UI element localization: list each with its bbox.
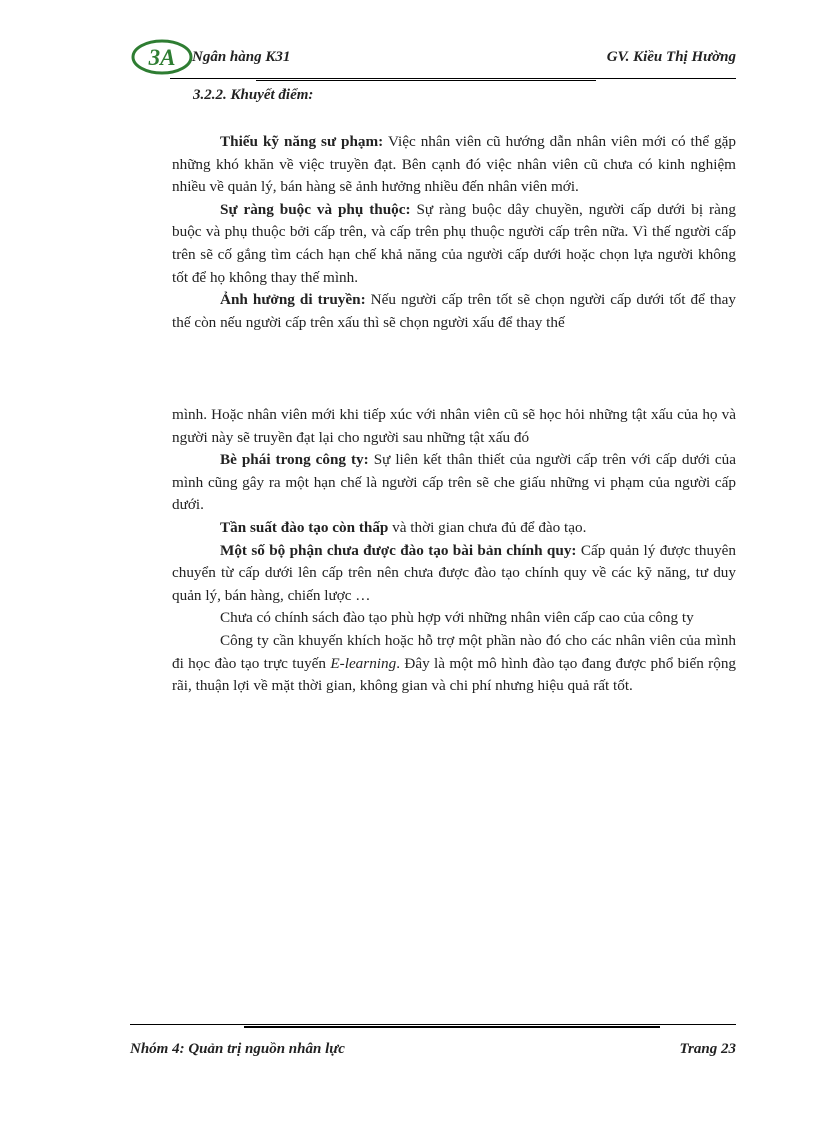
paragraph-elearning (172, 630, 736, 698)
footer-divider-thick (244, 1026, 660, 1028)
paragraph-frequency-text: và thời gian chưa đủ để đào tạo. (388, 518, 587, 536)
paragraph-dependence (172, 199, 736, 289)
paragraph-heredity-title: Ảnh hưởng di truyền: (220, 291, 366, 309)
paragraph-departments-text: Cấp quản lý được thuyên chuyển từ cấp dưới lên cấp trên nên chưa được đào tạo chính quy về các kỹ năng, tư duy quản lý, bán hàng, chiến lược … (172, 541, 737, 604)
elearning-term: E-learning (330, 654, 397, 672)
section-heading: 3.2.2. Khuyết điểm: (193, 87, 314, 103)
footer-group: Nhóm 4: Quản trị nguồn nhân lực (130, 1041, 345, 1057)
elearning-before: Công ty cần khuyến khích hoặc hỗ trợ một phần nào đó cho các nhân viên của mình đi học đào tạo trực tuyến (172, 631, 736, 672)
footer-divider (130, 1024, 736, 1025)
paragraph-dependence-title: Sự ràng buộc và phụ thuộc: (220, 200, 411, 218)
paragraph-frequency (172, 517, 736, 540)
paragraph-policy-text: Chưa có chính sách đào tạo phù hợp với những nhân viên cấp cao của công ty (220, 609, 694, 627)
paragraph-frequency-title: Tần suất đào tạo còn thấp (220, 518, 389, 536)
paragraph-skills (172, 131, 736, 199)
header-course: Ngân hàng K31 (192, 49, 291, 65)
company-logo (131, 38, 193, 76)
header-teacher: GV. Kiều Thị Hường (606, 49, 736, 65)
paragraph-factions-title: Bè phái trong công ty: (220, 451, 369, 469)
paragraph-factions (172, 449, 736, 517)
paragraph-departments (172, 540, 736, 608)
header-divider (170, 78, 736, 79)
paragraph-departments-title: Một số bộ phận chưa được đào tạo bài bản chính quy: (220, 541, 577, 559)
paragraph-skills-title: Thiếu kỹ năng sư phạm: (220, 133, 384, 150)
paragraph-continuation: mình. Hoặc nhân viên mới khi tiếp xúc với nhân viên cũ sẽ học hỏi những tật xấu của họ và người này sẽ truyền đạt lại cho người sau những tật xấu đó (172, 406, 736, 446)
header-divider-thick (256, 80, 596, 81)
logo-text: 3A (148, 45, 176, 70)
body-block-1 (172, 131, 736, 334)
body-block-2 (172, 404, 736, 698)
elearning-after: . Đây là một mô hình đào tạo đang được phổ biến rộng rãi, thuận lợi về mặt thời gian, không gian và chi phí nhưng hiệu quả rất tốt. (172, 654, 737, 695)
paragraph-dependence-text: Sự ràng buộc dây chuyền, người cấp dưới bị ràng buộc và phụ thuộc bởi cấp trên, và cấp trên phụ thuộc người cấp trên nữa. Vì thế người cấp trên sẽ cố gắng tìm cách hạn chế khả năng của người cấp dưới hoặc chọn lựa người không tốt để họ không thay thế mình. (172, 200, 736, 286)
paragraph-factions-text: Sự liên kết thân thiết của người cấp trên với cấp dưới của mình cũng gây ra một hạn chế là người cấp trên sẽ che giấu những vi phạm của người cấp dưới. (172, 451, 737, 514)
paragraph-heredity-text: Nếu người cấp trên tốt sẽ chọn người cấp dưới tốt để thay thế còn nếu người cấp trên xấu thì sẽ chọn người xấu để thay thế (172, 291, 736, 331)
paragraph-skills-text: Việc nhân viên cũ hướng dẫn nhân viên mới có thể gặp những khó khăn về việc truyền đạt. Bên cạnh đó việc nhân viên cũ chưa có kinh nghiệm nhiều về quản lý, bán hàng sẽ ảnh hưởng nhiều đến nhân viên mới. (172, 133, 737, 196)
paragraph-policy (172, 607, 736, 630)
page-number: Trang 23 (679, 1041, 736, 1057)
paragraph-heredity (172, 289, 736, 334)
